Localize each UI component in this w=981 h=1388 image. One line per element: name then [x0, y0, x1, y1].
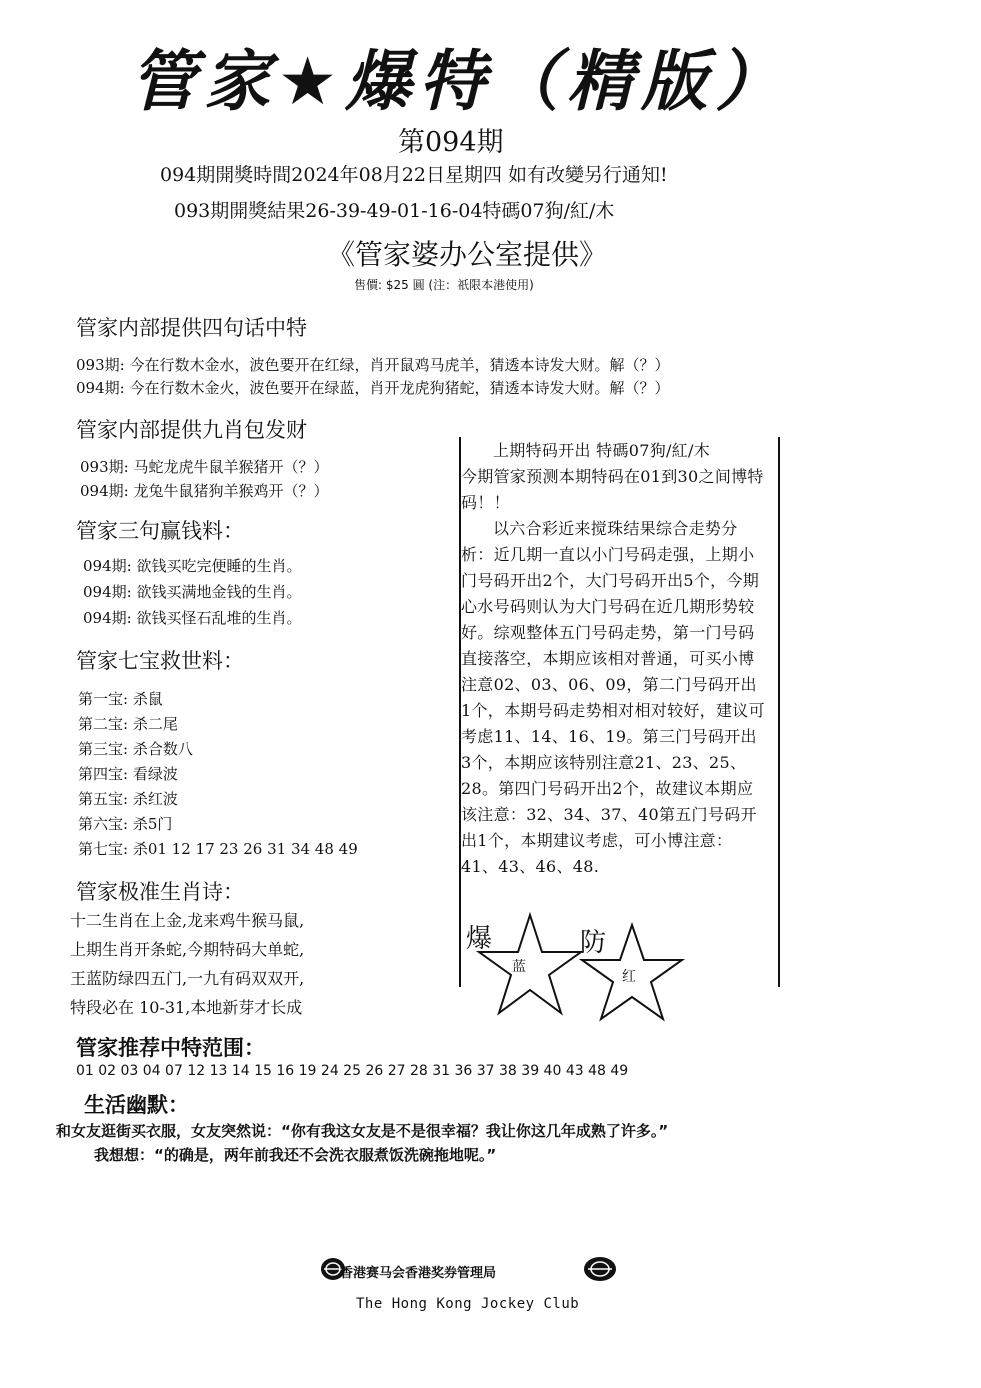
- last-result: 093期開獎結果26-39-49-01-16-04特碼07狗/紅/木: [174, 200, 615, 222]
- analysis-last-special: 上期特码开出 特碼07狗/紅/木: [493, 441, 711, 460]
- analysis-body: 以六合彩近来搅珠结果综合走势分析：近几期一直以小门号码走强，上期小门号码开出2个，大门号码开出5个，今期心水号码则认为大门号码在近几期形势较好。综观整体五门号码走势，第一门号码直接落空，本期应该相对普通，可买小博注意02、03、06、09，第二门号码开出1个，本期号码走势相对相对较好，建议可考虑11、14、16、19。第三门号码开出3个，本期应该特别注意21、23、25、28。第四门号码开出2个，故建议本期应该注意：32、34、37、40第五门号码开出1个，本期建议考虑，可小博注意：41、43、46、48.: [461, 519, 765, 876]
- footer-org: 香港赛马会香港奖券管理局: [340, 1266, 497, 1281]
- four-lines-row: 094期: 今在行数木金火，波色要开在绿蓝，肖开龙虎狗猪蛇，猜透本诗发大财。解（？）: [76, 379, 670, 397]
- issue-number: 第094期: [398, 127, 504, 158]
- poem-line: 特段必在 10-31,本地新芽才长成: [70, 998, 303, 1017]
- jockey-club-logo-icon: [583, 1255, 617, 1283]
- star-inner-red: 红: [622, 969, 636, 985]
- four-lines-heading: 管家内部提供四句话中特: [76, 316, 307, 340]
- star-icon: [475, 912, 585, 1017]
- treasure-row: 第七宝: 杀01 12 17 23 26 31 34 48 49: [78, 840, 358, 858]
- provider-line: 《管家婆办公室提供》: [327, 238, 608, 271]
- footer-english: The Hong Kong Jockey Club: [356, 1296, 580, 1312]
- three-phrases-heading: 管家三句赢钱料：: [76, 519, 244, 543]
- three-phrases-row: 094期: 欲钱买怪石乱堆的生肖。: [83, 609, 302, 627]
- treasure-row: 第六宝: 杀5门: [78, 815, 173, 833]
- range-numbers: 01 02 03 04 07 12 13 14 15 16 19 24 25 26 27 28 31 36 37 38 39 40 43 48 49: [76, 1063, 629, 1079]
- four-lines-row: 093期: 今在行数木金水，波色要开在红绿，肖开鼠鸡马虎羊，猜透本诗发大财。解（？）: [76, 356, 670, 374]
- treasure-row: 第一宝: 杀鼠: [78, 690, 163, 708]
- poem-line: 王蓝防绿四五门,一九有码双双开,: [70, 969, 305, 988]
- humor-line: 我想想：“的确是，两年前我还不会洗衣服煮饭洗碗拖地呢。”: [94, 1146, 497, 1164]
- poem-heading: 管家极准生肖诗：: [76, 880, 244, 904]
- poem-line: 十二生肖在上金,龙来鸡牛猴马鼠,: [70, 911, 305, 930]
- treasure-row: 第三宝: 杀合数八: [78, 740, 193, 758]
- draw-notice: 094期開獎時間2024年08月22日星期四 如有改變另行通知!: [160, 164, 668, 186]
- poem-line: 上期生肖开条蛇,今期特码大单蛇,: [70, 940, 305, 959]
- price-note: 售價: $25 圓 (注：祇限本港使用): [354, 278, 534, 292]
- analysis-text: [461, 438, 766, 880]
- star-inner-blue: 蓝: [512, 959, 526, 975]
- treasure-row: 第二宝: 杀二尾: [78, 715, 178, 733]
- three-phrases-row: 094期: 欲钱买吃完便睡的生肖。: [83, 557, 302, 575]
- humor-line: 和女友逛街买衣服，女友突然说：“你有我这女友是不是很幸福？我让你这几年成熟了许多。”: [56, 1122, 669, 1140]
- range-heading: 管家推荐中特范围：: [76, 1036, 265, 1060]
- star-label-fang: 防: [580, 928, 607, 958]
- star-label-bao: 爆: [466, 924, 493, 954]
- treasure-row: 第五宝: 杀红波: [78, 790, 178, 808]
- treasure-row: 第四宝: 看绿波: [78, 765, 178, 783]
- humor-heading: 生活幽默：: [84, 1093, 189, 1117]
- seven-treasures-heading: 管家七宝救世料：: [76, 649, 244, 673]
- page-title: 管家★爆特（精版）: [130, 43, 790, 120]
- nine-zodiac-row: 093期: 马蛇龙虎牛鼠羊猴猪开（？）: [80, 458, 329, 476]
- nine-zodiac-heading: 管家内部提供九肖包发财: [76, 418, 307, 442]
- nine-zodiac-row: 094期: 龙兔牛鼠猪狗羊猴鸡开（？）: [80, 482, 329, 500]
- three-phrases-row: 094期: 欲钱买满地金钱的生肖。: [83, 583, 302, 601]
- analysis-prediction: 今期管家预测本期特码在01到30之间博特码！！: [461, 467, 764, 512]
